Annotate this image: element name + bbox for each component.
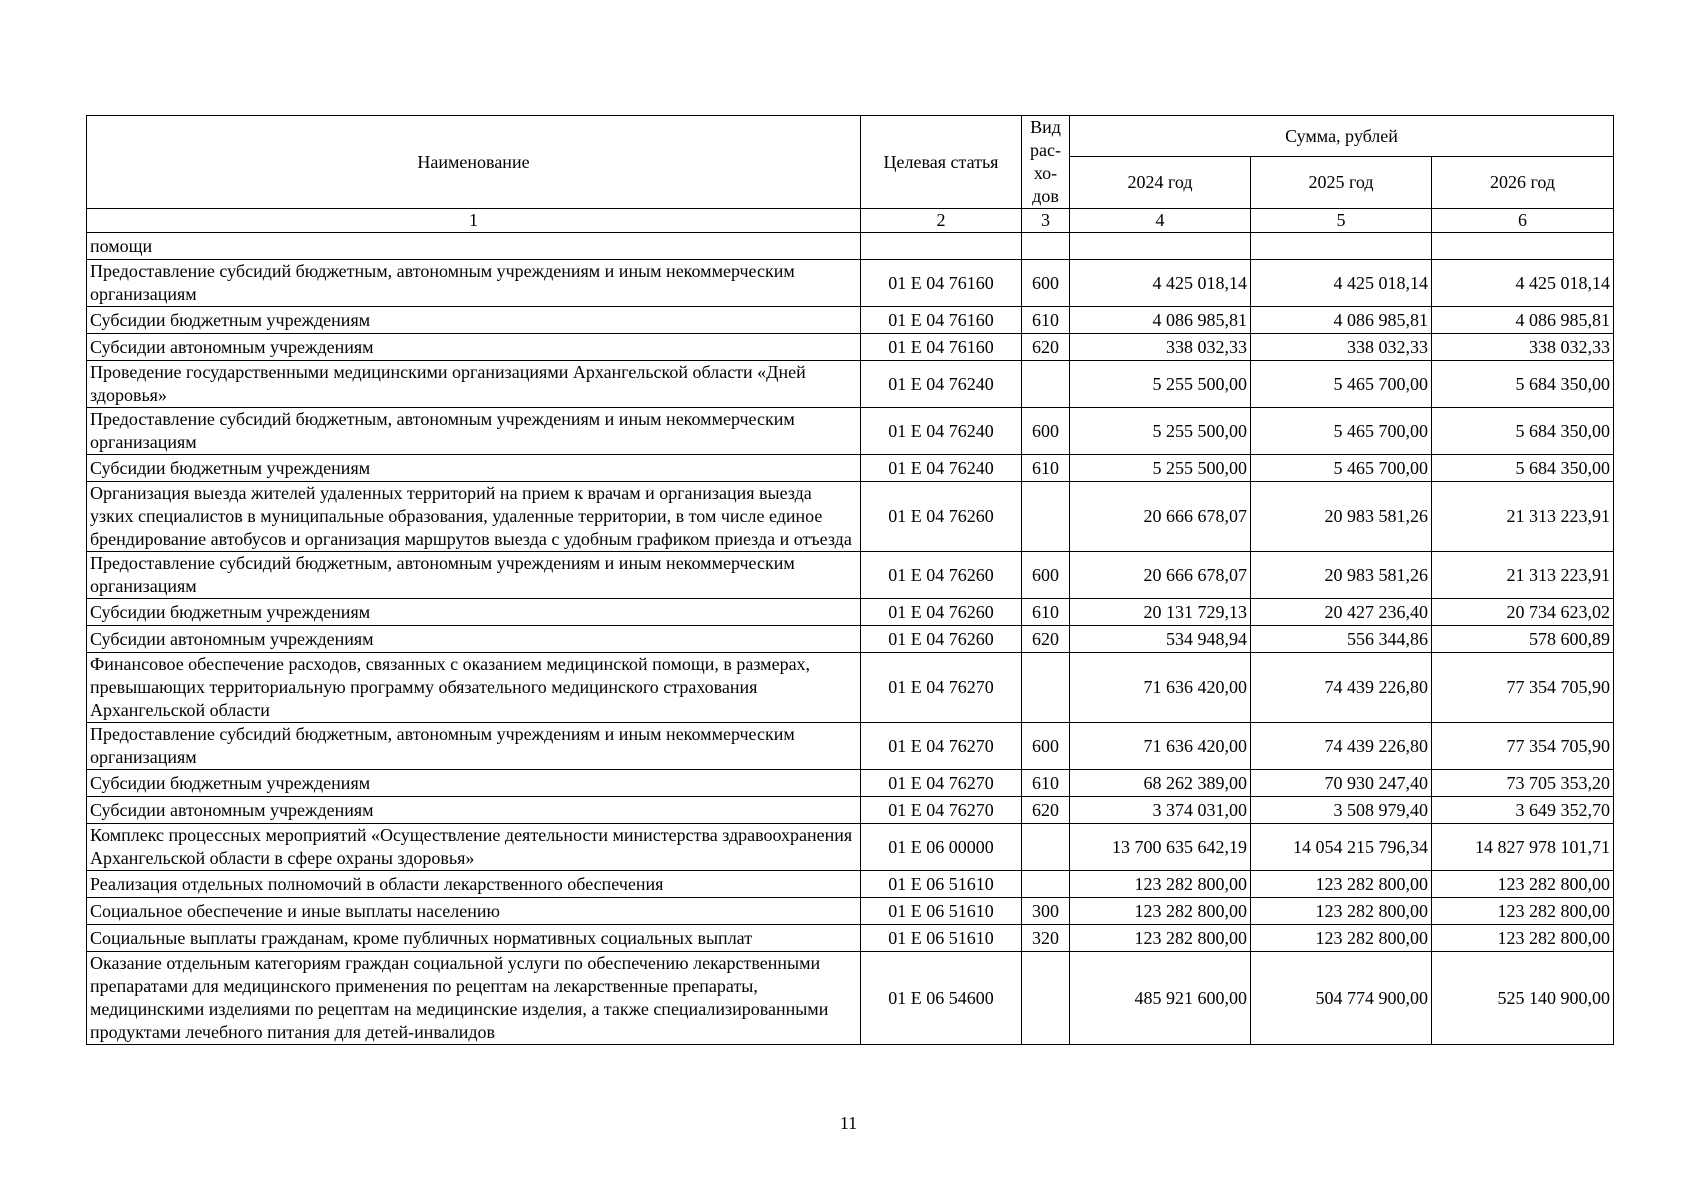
row-expense-type bbox=[1022, 361, 1070, 408]
table-body bbox=[87, 233, 1614, 1045]
table-row bbox=[87, 824, 1614, 871]
row-target-article bbox=[861, 233, 1022, 260]
row-target-article: 01 Е 04 76160 bbox=[861, 260, 1022, 307]
row-expense-type bbox=[1022, 233, 1070, 260]
row-expense-type bbox=[1022, 653, 1070, 723]
table-row bbox=[87, 599, 1614, 626]
row-expense-type bbox=[1022, 824, 1070, 871]
row-amount-2024: 71 636 420,00 bbox=[1070, 653, 1251, 723]
row-amount-2025: 123 282 800,00 bbox=[1251, 925, 1432, 952]
table-row bbox=[87, 552, 1614, 599]
row-amount-2026: 77 354 705,90 bbox=[1432, 653, 1614, 723]
row-target-article: 01 Е 06 54600 bbox=[861, 952, 1022, 1045]
row-amount-2026: 123 282 800,00 bbox=[1432, 925, 1614, 952]
row-amount-2024: 13 700 635 642,19 bbox=[1070, 824, 1251, 871]
row-amount-2024: 338 032,33 bbox=[1070, 334, 1251, 361]
row-amount-2024: 20 131 729,13 bbox=[1070, 599, 1251, 626]
row-amount-2024: 485 921 600,00 bbox=[1070, 952, 1251, 1045]
row-amount-2025: 20 427 236,40 bbox=[1251, 599, 1432, 626]
row-name: Социальные выплаты гражданам, кроме публичных нормативных социальных выплат bbox=[87, 925, 861, 952]
row-amount-2025: 338 032,33 bbox=[1251, 334, 1432, 361]
row-target-article: 01 Е 06 51610 bbox=[861, 898, 1022, 925]
table-row bbox=[87, 653, 1614, 723]
table-row bbox=[87, 898, 1614, 925]
row-name: Оказание отдельным категориям граждан социальной услуги по обеспечению лекарственными препаратами для медицинского применения по рецептам на лекарственные препараты, медицинскими изделиями по рецептам на медицинские изделия, а также специализированными продуктами лечебного питания для детей-инвалидов bbox=[87, 952, 861, 1045]
row-name: Субсидии автономным учреждениям bbox=[87, 334, 861, 361]
row-amount-2026: 21 313 223,91 bbox=[1432, 482, 1614, 552]
row-amount-2024: 3 374 031,00 bbox=[1070, 797, 1251, 824]
row-target-article: 01 Е 04 76260 bbox=[861, 482, 1022, 552]
row-expense-type: 620 bbox=[1022, 334, 1070, 361]
row-target-article: 01 Е 04 76160 bbox=[861, 334, 1022, 361]
row-amount-2026: 338 032,33 bbox=[1432, 334, 1614, 361]
header-year-2024: 2024 год bbox=[1070, 157, 1251, 209]
row-name: Субсидии бюджетным учреждениям bbox=[87, 599, 861, 626]
row-expense-type: 600 bbox=[1022, 723, 1070, 770]
row-amount-2026: 123 282 800,00 bbox=[1432, 898, 1614, 925]
row-name: Социальное обеспечение и иные выплаты населению bbox=[87, 898, 861, 925]
row-target-article: 01 Е 04 76160 bbox=[861, 307, 1022, 334]
column-number: 4 bbox=[1070, 209, 1251, 233]
row-name: Предоставление субсидий бюджетным, автономным учреждениям и иным некоммерческим организациям bbox=[87, 260, 861, 307]
table-row bbox=[87, 307, 1614, 334]
row-amount-2025: 5 465 700,00 bbox=[1251, 455, 1432, 482]
table-row bbox=[87, 361, 1614, 408]
row-amount-2026 bbox=[1432, 233, 1614, 260]
row-amount-2024: 123 282 800,00 bbox=[1070, 871, 1251, 898]
row-amount-2024: 4 425 018,14 bbox=[1070, 260, 1251, 307]
column-number: 5 bbox=[1251, 209, 1432, 233]
header-name: Наименование bbox=[87, 116, 861, 209]
header-year-2026: 2026 год bbox=[1432, 157, 1614, 209]
table-row bbox=[87, 260, 1614, 307]
budget-table bbox=[86, 115, 1614, 1045]
row-amount-2026: 123 282 800,00 bbox=[1432, 871, 1614, 898]
table-row bbox=[87, 952, 1614, 1045]
row-name: Предоставление субсидий бюджетным, автономным учреждениям и иным некоммерческим организациям bbox=[87, 552, 861, 599]
row-amount-2025: 3 508 979,40 bbox=[1251, 797, 1432, 824]
row-name: Проведение государственными медицинскими организациями Архангельской области «Дней здоровья» bbox=[87, 361, 861, 408]
row-target-article: 01 Е 04 76240 bbox=[861, 361, 1022, 408]
row-name: помощи bbox=[87, 233, 861, 260]
table-row bbox=[87, 334, 1614, 361]
row-amount-2025: 123 282 800,00 bbox=[1251, 898, 1432, 925]
row-amount-2025: 4 425 018,14 bbox=[1251, 260, 1432, 307]
row-expense-type: 610 bbox=[1022, 770, 1070, 797]
table-row bbox=[87, 871, 1614, 898]
row-name: Реализация отдельных полномочий в области лекарственного обеспечения bbox=[87, 871, 861, 898]
row-amount-2024: 20 666 678,07 bbox=[1070, 552, 1251, 599]
column-number: 3 bbox=[1022, 209, 1070, 233]
row-expense-type: 600 bbox=[1022, 552, 1070, 599]
row-name: Финансовое обеспечение расходов, связанных с оказанием медицинской помощи, в размерах, превышающих территориальную программу обязательного медицинского страхования Архангельской области bbox=[87, 653, 861, 723]
row-amount-2026: 73 705 353,20 bbox=[1432, 770, 1614, 797]
row-target-article: 01 Е 04 76260 bbox=[861, 552, 1022, 599]
row-target-article: 01 Е 04 76240 bbox=[861, 408, 1022, 455]
row-amount-2024: 5 255 500,00 bbox=[1070, 361, 1251, 408]
row-expense-type bbox=[1022, 952, 1070, 1045]
table-row bbox=[87, 723, 1614, 770]
table-row bbox=[87, 482, 1614, 552]
row-expense-type: 610 bbox=[1022, 307, 1070, 334]
row-amount-2026: 3 649 352,70 bbox=[1432, 797, 1614, 824]
row-target-article: 01 Е 04 76260 bbox=[861, 626, 1022, 653]
row-amount-2024: 5 255 500,00 bbox=[1070, 408, 1251, 455]
column-number: 6 bbox=[1432, 209, 1614, 233]
row-expense-type: 610 bbox=[1022, 455, 1070, 482]
header-expense-type: Вид рас-хо-дов bbox=[1022, 116, 1070, 209]
row-target-article: 01 Е 06 51610 bbox=[861, 871, 1022, 898]
row-name: Субсидии автономным учреждениям bbox=[87, 797, 861, 824]
header-year-2025: 2025 год bbox=[1251, 157, 1432, 209]
table-row bbox=[87, 925, 1614, 952]
row-amount-2025: 20 983 581,26 bbox=[1251, 482, 1432, 552]
row-target-article: 01 Е 04 76270 bbox=[861, 770, 1022, 797]
row-amount-2025: 123 282 800,00 bbox=[1251, 871, 1432, 898]
page-number: 11 bbox=[839, 1113, 858, 1133]
row-amount-2026: 5 684 350,00 bbox=[1432, 361, 1614, 408]
row-amount-2026: 5 684 350,00 bbox=[1432, 455, 1614, 482]
row-expense-type bbox=[1022, 871, 1070, 898]
row-name: Субсидии бюджетным учреждениям bbox=[87, 455, 861, 482]
row-amount-2026: 525 140 900,00 bbox=[1432, 952, 1614, 1045]
row-amount-2024: 4 086 985,81 bbox=[1070, 307, 1251, 334]
row-amount-2026: 578 600,89 bbox=[1432, 626, 1614, 653]
row-name: Комплекс процессных мероприятий «Осуществление деятельности министерства здравоохранения Архангельской области в сфере охраны здоровья» bbox=[87, 824, 861, 871]
row-name: Предоставление субсидий бюджетным, автономным учреждениям и иным некоммерческим организациям bbox=[87, 723, 861, 770]
row-target-article: 01 Е 06 00000 bbox=[861, 824, 1022, 871]
row-target-article: 01 Е 06 51610 bbox=[861, 925, 1022, 952]
row-target-article: 01 Е 04 76270 bbox=[861, 723, 1022, 770]
row-expense-type: 300 bbox=[1022, 898, 1070, 925]
row-amount-2026: 5 684 350,00 bbox=[1432, 408, 1614, 455]
row-amount-2025: 5 465 700,00 bbox=[1251, 361, 1432, 408]
column-number: 1 bbox=[87, 209, 861, 233]
row-amount-2025: 504 774 900,00 bbox=[1251, 952, 1432, 1045]
row-amount-2026: 21 313 223,91 bbox=[1432, 552, 1614, 599]
row-amount-2025: 74 439 226,80 bbox=[1251, 653, 1432, 723]
header-sum: Сумма, рублей bbox=[1070, 116, 1614, 157]
row-amount-2026: 20 734 623,02 bbox=[1432, 599, 1614, 626]
header-target-article: Целевая статья bbox=[861, 116, 1022, 209]
row-name: Субсидии автономным учреждениям bbox=[87, 626, 861, 653]
table-row bbox=[87, 797, 1614, 824]
row-name: Субсидии бюджетным учреждениям bbox=[87, 307, 861, 334]
row-amount-2026: 77 354 705,90 bbox=[1432, 723, 1614, 770]
row-amount-2024: 534 948,94 bbox=[1070, 626, 1251, 653]
row-name: Субсидии бюджетным учреждениям bbox=[87, 770, 861, 797]
row-amount-2024: 5 255 500,00 bbox=[1070, 455, 1251, 482]
row-name: Предоставление субсидий бюджетным, автономным учреждениям и иным некоммерческим организациям bbox=[87, 408, 861, 455]
row-amount-2025: 4 086 985,81 bbox=[1251, 307, 1432, 334]
row-expense-type: 600 bbox=[1022, 260, 1070, 307]
row-amount-2026: 14 827 978 101,71 bbox=[1432, 824, 1614, 871]
row-amount-2026: 4 086 985,81 bbox=[1432, 307, 1614, 334]
row-target-article: 01 Е 04 76240 bbox=[861, 455, 1022, 482]
row-amount-2024: 71 636 420,00 bbox=[1070, 723, 1251, 770]
row-target-article: 01 Е 04 76270 bbox=[861, 797, 1022, 824]
row-name: Организация выезда жителей удаленных территорий на прием к врачам и организация выезда узких специалистов в муниципальные образования, удаленные территории, в том числе единое брендирование автобусов и организация маршрутов выезда с удобным графиком приезда и отъезда bbox=[87, 482, 861, 552]
row-amount-2024: 68 262 389,00 bbox=[1070, 770, 1251, 797]
row-amount-2025: 14 054 215 796,34 bbox=[1251, 824, 1432, 871]
row-amount-2024: 123 282 800,00 bbox=[1070, 925, 1251, 952]
row-amount-2024: 20 666 678,07 bbox=[1070, 482, 1251, 552]
row-target-article: 01 Е 04 76270 bbox=[861, 653, 1022, 723]
row-amount-2025 bbox=[1251, 233, 1432, 260]
row-expense-type: 620 bbox=[1022, 797, 1070, 824]
table-row bbox=[87, 408, 1614, 455]
table-row bbox=[87, 770, 1614, 797]
row-amount-2024: 123 282 800,00 bbox=[1070, 898, 1251, 925]
column-number-row bbox=[87, 209, 1614, 233]
row-amount-2025: 74 439 226,80 bbox=[1251, 723, 1432, 770]
row-expense-type: 320 bbox=[1022, 925, 1070, 952]
row-amount-2025: 556 344,86 bbox=[1251, 626, 1432, 653]
row-amount-2025: 5 465 700,00 bbox=[1251, 408, 1432, 455]
row-expense-type bbox=[1022, 482, 1070, 552]
table-row bbox=[87, 455, 1614, 482]
row-amount-2025: 20 983 581,26 bbox=[1251, 552, 1432, 599]
row-expense-type: 600 bbox=[1022, 408, 1070, 455]
row-amount-2025: 70 930 247,40 bbox=[1251, 770, 1432, 797]
row-expense-type: 620 bbox=[1022, 626, 1070, 653]
table-row bbox=[87, 626, 1614, 653]
row-expense-type: 610 bbox=[1022, 599, 1070, 626]
row-target-article: 01 Е 04 76260 bbox=[861, 599, 1022, 626]
row-amount-2024 bbox=[1070, 233, 1251, 260]
table-row bbox=[87, 233, 1614, 260]
row-amount-2026: 4 425 018,14 bbox=[1432, 260, 1614, 307]
column-number: 2 bbox=[861, 209, 1022, 233]
